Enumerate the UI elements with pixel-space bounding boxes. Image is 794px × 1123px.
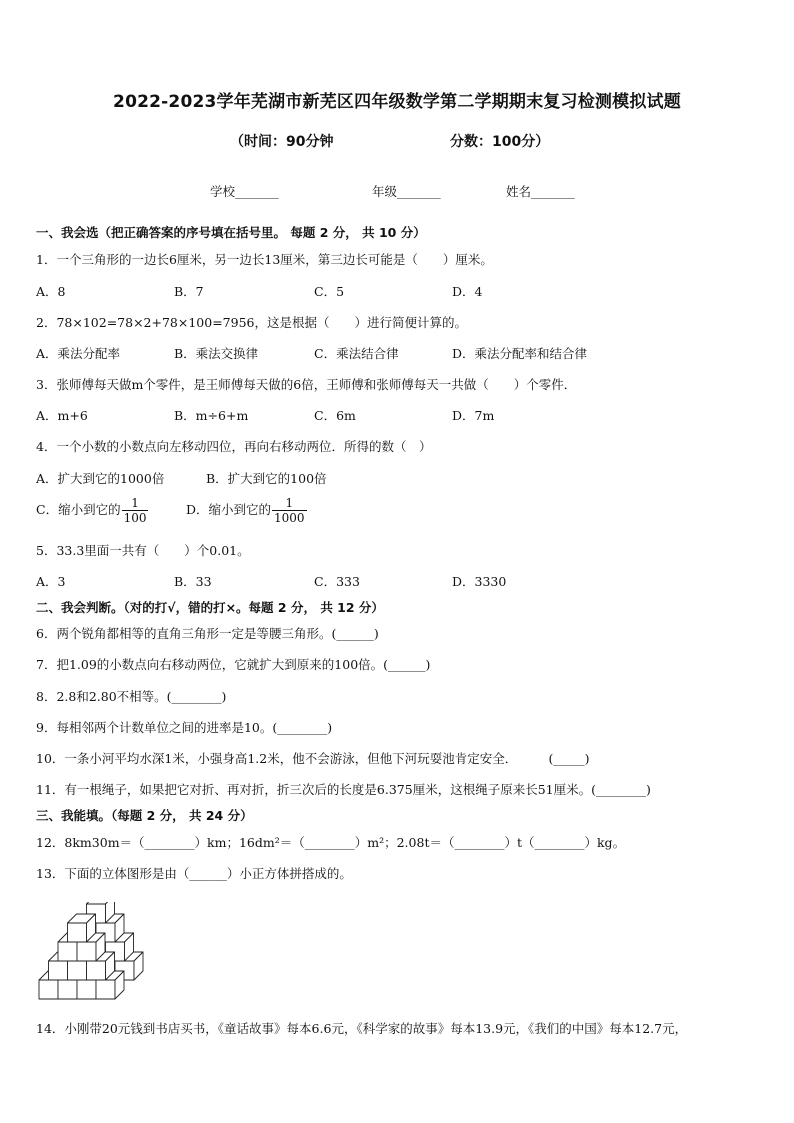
- q5-option-d: D．3330: [452, 574, 507, 589]
- q5-option-b: B．33: [174, 574, 212, 589]
- exam-time: （时间：90分钟: [230, 134, 334, 150]
- q3-option-a: A．m+6: [36, 408, 88, 423]
- q4-option-c: [36, 496, 148, 525]
- cube-face: [49, 961, 68, 980]
- q4-option-a: A．扩大到它的1000倍: [36, 471, 165, 486]
- page-title: 2022-2023学年芜湖市新芜区四年级数学第二学期期末复习检测模拟试题: [113, 92, 681, 112]
- section-3-heading: 三、我能填。（每题 2 分， 共 24 分）: [36, 808, 253, 823]
- q4-option-b: B．扩大到它的100倍: [206, 471, 327, 486]
- q2-option-d: D．乘法分配率和结合律: [452, 346, 588, 361]
- q3-option-d: D．7m: [452, 408, 495, 423]
- cube-face: [58, 942, 77, 961]
- question-9: 9．每相邻两个计数单位之间的进率是10。(________): [36, 720, 333, 735]
- question-6: 6．两个锐角都相等的直角三角形一定是等腰三角形。(______): [36, 626, 379, 641]
- question-1: 1．一个三角形的一边长6厘米，另一边长13厘米，第三边长可能是（ ）厘米。: [36, 252, 493, 267]
- q2-option-a: A．乘法分配率: [36, 346, 121, 361]
- exam-score: 分数：100分）: [450, 134, 550, 150]
- q5-option-c: C．333: [314, 574, 360, 589]
- question-8: 8．2.8和2.80不相等。(________): [36, 689, 227, 704]
- q3-option-c: C．6m: [314, 408, 356, 423]
- q1-option-b: B．7: [174, 284, 204, 299]
- section-1-heading: 一、我会选（把正确答案的序号填在括号里。 每题 2 分， 共 10 分）: [36, 225, 426, 240]
- question-11: 11．有一根绳子，如果把它对折、再对折，折三次后的长度是6.375厘米，这根绳子原来长51厘米。(________): [36, 782, 651, 797]
- fraction-numerator: 1: [272, 496, 307, 511]
- question-7: 7．把1.09的小数点向右移动两位，它就扩大到原来的100倍。(______): [36, 657, 431, 672]
- q5-option-a: A．3: [36, 574, 66, 589]
- cube-face: [96, 980, 115, 999]
- school-field: 学校_______: [210, 184, 279, 199]
- fraction-denominator: 1000: [274, 511, 305, 525]
- grade-field: 年级_______: [372, 184, 441, 199]
- q2-option-b: B．乘法交换律: [174, 346, 259, 361]
- q1-option-a: A．8: [36, 284, 66, 299]
- question-2: 2．78×102=78×2+78×100=7956，这是根据（ ）进行简便计算的。: [36, 315, 467, 330]
- q4-option-c-fraction: [122, 496, 149, 525]
- name-field: 姓名_______: [506, 184, 575, 199]
- q4-option-d-label: D．缩小到它的: [186, 502, 272, 517]
- question-3: 3．张师傅每天做m个零件，是王师傅每天做的6倍，王师傅和张师傅每天一共做（ ）个零件．: [36, 377, 577, 392]
- question-5: 5．33.3里面一共有（ ）个0.01。: [36, 543, 250, 558]
- question-4: 4．一个小数的小数点向左移动四位，再向右移动两位．所得的数（ ）: [36, 439, 432, 454]
- fraction-numerator: 1: [122, 496, 149, 511]
- cube-face: [68, 961, 87, 980]
- cube-face: [77, 942, 96, 961]
- fraction-denominator: 100: [123, 511, 147, 525]
- cube-face: [68, 923, 87, 942]
- question-10: 10．一条小河平均水深1米，小强身高1.2米，他不会游泳，但他下河玩耍池肯定安全． (_____): [36, 751, 590, 766]
- q1-option-d: D．4: [452, 284, 483, 299]
- cube-face: [77, 980, 96, 999]
- cube-face: [58, 980, 77, 999]
- q4-option-d-fraction: [272, 496, 307, 525]
- question-14: 14．小刚带20元钱到书店买书，《童话故事》每本6.6元，《科学家的故事》每本13.9元，《我们的中国》每本12.7元，: [36, 1021, 688, 1036]
- question-12: 12．8km30m＝（________）km；16dm²＝（________）m²；2.08t＝（________）t（________）kg。: [36, 835, 626, 850]
- cube-face: [39, 980, 58, 999]
- cube-stack-figure: [36, 902, 161, 1002]
- cube-face: [87, 961, 106, 980]
- section-2-heading: 二、我会判断。（对的打√，错的打×。每题 2 分， 共 12 分）: [36, 600, 384, 615]
- q3-option-b: B．m÷6+m: [174, 408, 249, 423]
- q2-option-c: C．乘法结合律: [314, 346, 399, 361]
- question-13: 13．下面的立体图形是由（______）小正方体拼搭成的。: [36, 866, 352, 881]
- q1-option-c: C．5: [314, 284, 345, 299]
- q4-option-d: [186, 496, 307, 525]
- q4-option-c-label: C．缩小到它的: [36, 502, 121, 517]
